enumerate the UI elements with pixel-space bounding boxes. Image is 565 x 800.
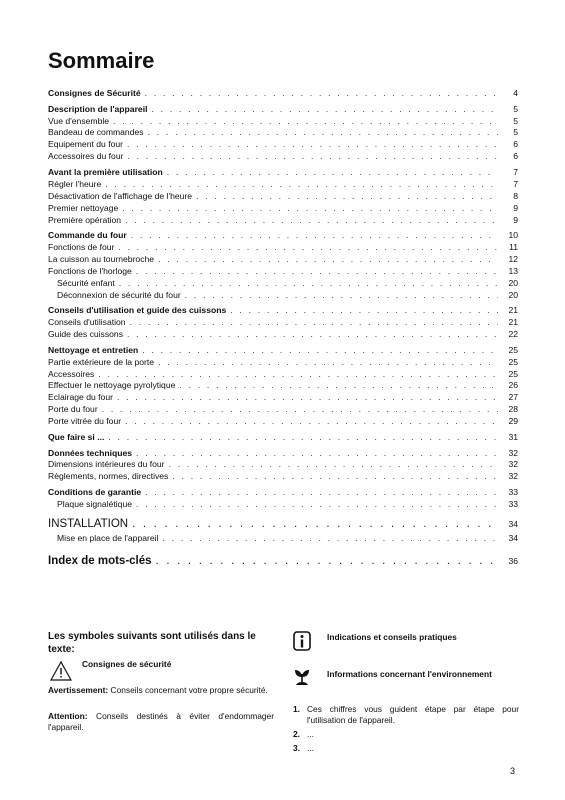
toc-entry-row[interactable] bbox=[48, 459, 518, 471]
toc-entry-row[interactable] bbox=[48, 369, 518, 381]
toc-page-number: 25 bbox=[508, 344, 518, 355]
toc-page-number: 21 bbox=[508, 305, 518, 316]
toc-page-number: 4 bbox=[513, 88, 518, 98]
toc-entry-row[interactable] bbox=[48, 357, 518, 369]
attention-term: Attention: bbox=[48, 711, 88, 721]
toc-page-number: 9 bbox=[513, 214, 518, 225]
toc-page-number: 11 bbox=[509, 242, 518, 253]
toc-entry-row[interactable] bbox=[48, 139, 518, 151]
toc-entry-title: Conseils d'utilisation bbox=[48, 317, 126, 328]
toc-section-row[interactable] bbox=[48, 432, 518, 444]
toc-leader-dots bbox=[185, 290, 498, 302]
toc-page-number: 13 bbox=[508, 265, 518, 276]
step-number: 2. bbox=[293, 729, 300, 739]
toc-entry-title: Accessoires du four bbox=[48, 151, 124, 162]
warning-triangle-icon bbox=[50, 661, 72, 681]
toc-entry-row[interactable] bbox=[48, 392, 518, 404]
info-icon bbox=[293, 631, 311, 651]
toc-entry-row[interactable] bbox=[48, 116, 518, 128]
toc-entry-row[interactable] bbox=[48, 151, 518, 163]
toc-entry-title: Mise en place de l'appareil bbox=[57, 532, 159, 543]
toc-page-number: 26 bbox=[508, 380, 518, 391]
toc-entry-row[interactable] bbox=[48, 203, 518, 215]
toc-entry-title: Conseils d'utilisation et guide des cuissons bbox=[48, 305, 227, 316]
toc-entry-title: Fonctions de l'horloge bbox=[48, 265, 132, 276]
toc-leader-dots bbox=[151, 104, 498, 116]
toc-page-number: 6 bbox=[513, 151, 518, 162]
toc-entry-title: Que faire si ... bbox=[48, 431, 105, 442]
toc-entry-row[interactable] bbox=[48, 329, 518, 341]
toc-entry-title: Consignes de Sécurité bbox=[48, 88, 141, 98]
environment-icon bbox=[293, 668, 311, 686]
toc-leader-dots bbox=[130, 317, 498, 329]
environment-label: Informations concernant l'environnement bbox=[327, 669, 492, 679]
toc-leader-dots bbox=[132, 515, 498, 533]
toc-leader-dots bbox=[119, 278, 498, 290]
warning-term: Avertissement: bbox=[48, 685, 109, 695]
toc-page-number: 31 bbox=[508, 431, 518, 442]
toc-leader-dots bbox=[162, 533, 498, 545]
toc-page-number: 34 bbox=[508, 532, 518, 543]
safety-label: Consignes de sécurité bbox=[82, 659, 172, 669]
toc-page-number: 33 bbox=[508, 486, 518, 497]
toc-section-row[interactable] bbox=[48, 345, 518, 357]
toc-page-number: 20 bbox=[508, 277, 518, 288]
toc-entry-row[interactable] bbox=[48, 242, 518, 254]
toc-entry-title: Nettoyage et entretien bbox=[48, 344, 139, 355]
step-item bbox=[293, 743, 519, 754]
toc-entry-title: Vue d'ensemble bbox=[48, 115, 110, 126]
toc-page-number: 25 bbox=[508, 356, 518, 367]
toc-leader-dots bbox=[108, 432, 498, 444]
toc-leader-dots bbox=[127, 139, 498, 151]
toc-section-row[interactable] bbox=[48, 230, 518, 242]
toc-page-number: 32 bbox=[508, 447, 518, 458]
toc-entry-title: Eclairage du four bbox=[48, 392, 113, 403]
toc-entry-title: Fonctions de four bbox=[48, 242, 115, 253]
toc-entry-title: Bandeau de commandes bbox=[48, 127, 144, 138]
toc-leader-dots bbox=[169, 459, 498, 471]
toc-entry-title: INSTALLATION bbox=[48, 517, 129, 530]
toc-entry-title: Régler l'heure bbox=[48, 178, 102, 189]
toc-page-number: 32 bbox=[508, 459, 518, 470]
toc-page-number: 27 bbox=[508, 392, 518, 403]
toc-entry-title: Première opération bbox=[48, 214, 122, 225]
toc-leader-dots bbox=[136, 499, 498, 511]
toc-leader-dots bbox=[127, 329, 498, 341]
toc-leader-dots bbox=[156, 552, 498, 570]
toc-page-number: 28 bbox=[508, 404, 518, 415]
toc-entry-row[interactable] bbox=[48, 254, 518, 266]
toc-entry-row[interactable] bbox=[48, 533, 518, 545]
toc-entry-row[interactable] bbox=[48, 127, 518, 139]
toc-entry-title: Porte vitrée du four bbox=[48, 416, 122, 427]
toc-leader-dots bbox=[113, 116, 498, 128]
toc-leader-dots bbox=[122, 203, 498, 215]
toc-entry-title: Effectuer le nettoyage pyrolytique bbox=[48, 380, 176, 391]
toc-entry-row[interactable] bbox=[48, 290, 518, 302]
toc-leader-dots bbox=[179, 380, 498, 392]
table-of-contents bbox=[48, 88, 518, 570]
toc-page-number: 22 bbox=[508, 329, 518, 340]
toc-page-number: 6 bbox=[513, 139, 518, 150]
toc-entry-title: Porte du four bbox=[48, 404, 98, 415]
toc-entry-title: La cuisson au tournebroche bbox=[48, 253, 155, 264]
toc-section-row[interactable] bbox=[48, 552, 518, 570]
toc-leader-dots bbox=[172, 471, 498, 483]
toc-page-number: 5 bbox=[513, 127, 518, 138]
toc-page-number: 21 bbox=[508, 317, 518, 328]
step-number: 1. bbox=[293, 704, 300, 714]
step-number: 3. bbox=[293, 743, 300, 753]
toc-page-number: 25 bbox=[508, 368, 518, 379]
toc-page-number: 7 bbox=[513, 166, 518, 177]
toc-page-number: 10 bbox=[508, 230, 518, 241]
toc-entry-row[interactable] bbox=[48, 499, 518, 511]
warning-paragraph bbox=[48, 685, 274, 696]
toc-leader-dots bbox=[117, 392, 498, 404]
toc-page-number: 33 bbox=[508, 498, 518, 509]
toc-leader-dots bbox=[118, 242, 498, 254]
toc-entry-title: Accessoires bbox=[48, 368, 95, 379]
toc-entry-title: Sécurité enfant bbox=[57, 277, 115, 288]
toc-entry-row[interactable] bbox=[48, 191, 518, 203]
toc-entry-title: Désactivation de l'affichage de l'heure bbox=[48, 190, 193, 201]
symbols-title: Les symboles suivants sont utilisés dans le texte: bbox=[48, 631, 256, 655]
toc-entry-title: Avant la première utilisation bbox=[48, 166, 163, 177]
toc-leader-dots bbox=[158, 254, 498, 266]
toc-entry-title: Dimensions intérieures du four bbox=[48, 459, 165, 470]
toc-section-row[interactable] bbox=[48, 88, 518, 100]
toc-entry-title: Règlements, normes, directives bbox=[48, 471, 169, 482]
toc-entry-title: Index de mots-clés bbox=[48, 555, 152, 568]
toc-leader-dots bbox=[142, 345, 498, 357]
toc-entry-title: Partie extérieure de la porte bbox=[48, 356, 155, 367]
toc-leader-dots bbox=[167, 167, 498, 179]
toc-section-row[interactable] bbox=[48, 104, 518, 116]
toc-leader-dots bbox=[125, 215, 498, 227]
toc-page-number: 32 bbox=[508, 471, 518, 482]
toc-entry-row[interactable] bbox=[48, 404, 518, 416]
toc-page-number: 7 bbox=[513, 178, 518, 189]
toc-page-number: 34 bbox=[508, 518, 518, 529]
toc-entry-title: Commande du four bbox=[48, 230, 127, 241]
step-text: ... bbox=[307, 729, 314, 739]
toc-leader-dots bbox=[105, 179, 498, 191]
toc-entry-title: Déconnexion de sécurité du four bbox=[57, 289, 181, 300]
toc-entry-title: Plaque signalétique bbox=[57, 498, 133, 509]
attention-paragraph bbox=[48, 711, 274, 733]
toc-page-number: 5 bbox=[513, 115, 518, 126]
toc-entry-title: Equipement du four bbox=[48, 139, 124, 150]
toc-leader-dots bbox=[136, 448, 498, 460]
page-number: 3 bbox=[510, 766, 516, 776]
toc-leader-dots bbox=[98, 369, 498, 381]
toc-leader-dots bbox=[125, 416, 498, 428]
toc-leader-dots bbox=[145, 487, 498, 499]
toc-entry-title: Guide des cuissons bbox=[48, 329, 123, 340]
toc-entry-row[interactable] bbox=[48, 416, 518, 428]
toc-entry-row[interactable] bbox=[48, 317, 518, 329]
toc-leader-dots bbox=[196, 191, 498, 203]
toc-page-number: 12 bbox=[508, 253, 518, 264]
toc-page-number: 8 bbox=[513, 190, 518, 201]
toc-section-row[interactable] bbox=[48, 487, 518, 499]
toc-leader-dots bbox=[131, 230, 498, 242]
page-title: Sommaire bbox=[48, 48, 155, 73]
toc-page-number: 29 bbox=[508, 416, 518, 427]
toc-entry-title: Conditions de garantie bbox=[48, 486, 142, 497]
step-list bbox=[293, 704, 519, 757]
toc-section-row[interactable] bbox=[48, 305, 518, 317]
toc-section-row[interactable] bbox=[48, 515, 518, 533]
attention-text: Conseils destinés à éviter d'endommager l'appareil. bbox=[48, 711, 274, 732]
toc-entry-row[interactable] bbox=[48, 380, 518, 392]
toc-entry-row[interactable] bbox=[48, 471, 518, 483]
toc-leader-dots bbox=[136, 266, 498, 278]
toc-page-number: 20 bbox=[508, 289, 518, 300]
toc-page-number: 5 bbox=[513, 103, 518, 114]
toc-entry-title: Premier nettoyage bbox=[48, 202, 119, 213]
toc-entry-row[interactable] bbox=[48, 215, 518, 227]
info-label: Indications et conseils pratiques bbox=[327, 632, 457, 642]
toc-entry-title: Données techniques bbox=[48, 447, 133, 458]
toc-section-row[interactable] bbox=[48, 448, 518, 460]
toc-leader-dots bbox=[145, 88, 498, 100]
step-item bbox=[293, 704, 519, 726]
toc-entry-title: Description de l'appareil bbox=[48, 103, 148, 114]
warning-text: Conseils concernant votre propre sécurité. bbox=[108, 685, 268, 695]
toc-entry-row[interactable] bbox=[48, 278, 518, 290]
toc-section-row[interactable] bbox=[48, 167, 518, 179]
toc-entry-row[interactable] bbox=[48, 266, 518, 278]
step-text: ... bbox=[307, 743, 314, 753]
step-text: Ces chiffres vous guident étape par étape pour l'utilisation de l'appareil. bbox=[307, 704, 519, 725]
toc-leader-dots bbox=[158, 357, 498, 369]
toc-leader-dots bbox=[148, 127, 498, 139]
toc-leader-dots bbox=[230, 305, 498, 317]
toc-leader-dots bbox=[102, 404, 498, 416]
toc-entry-row[interactable] bbox=[48, 179, 518, 191]
toc-page-number: 36 bbox=[508, 556, 518, 567]
toc-page-number: 9 bbox=[513, 202, 518, 213]
step-item bbox=[293, 729, 519, 740]
toc-leader-dots bbox=[127, 151, 498, 163]
